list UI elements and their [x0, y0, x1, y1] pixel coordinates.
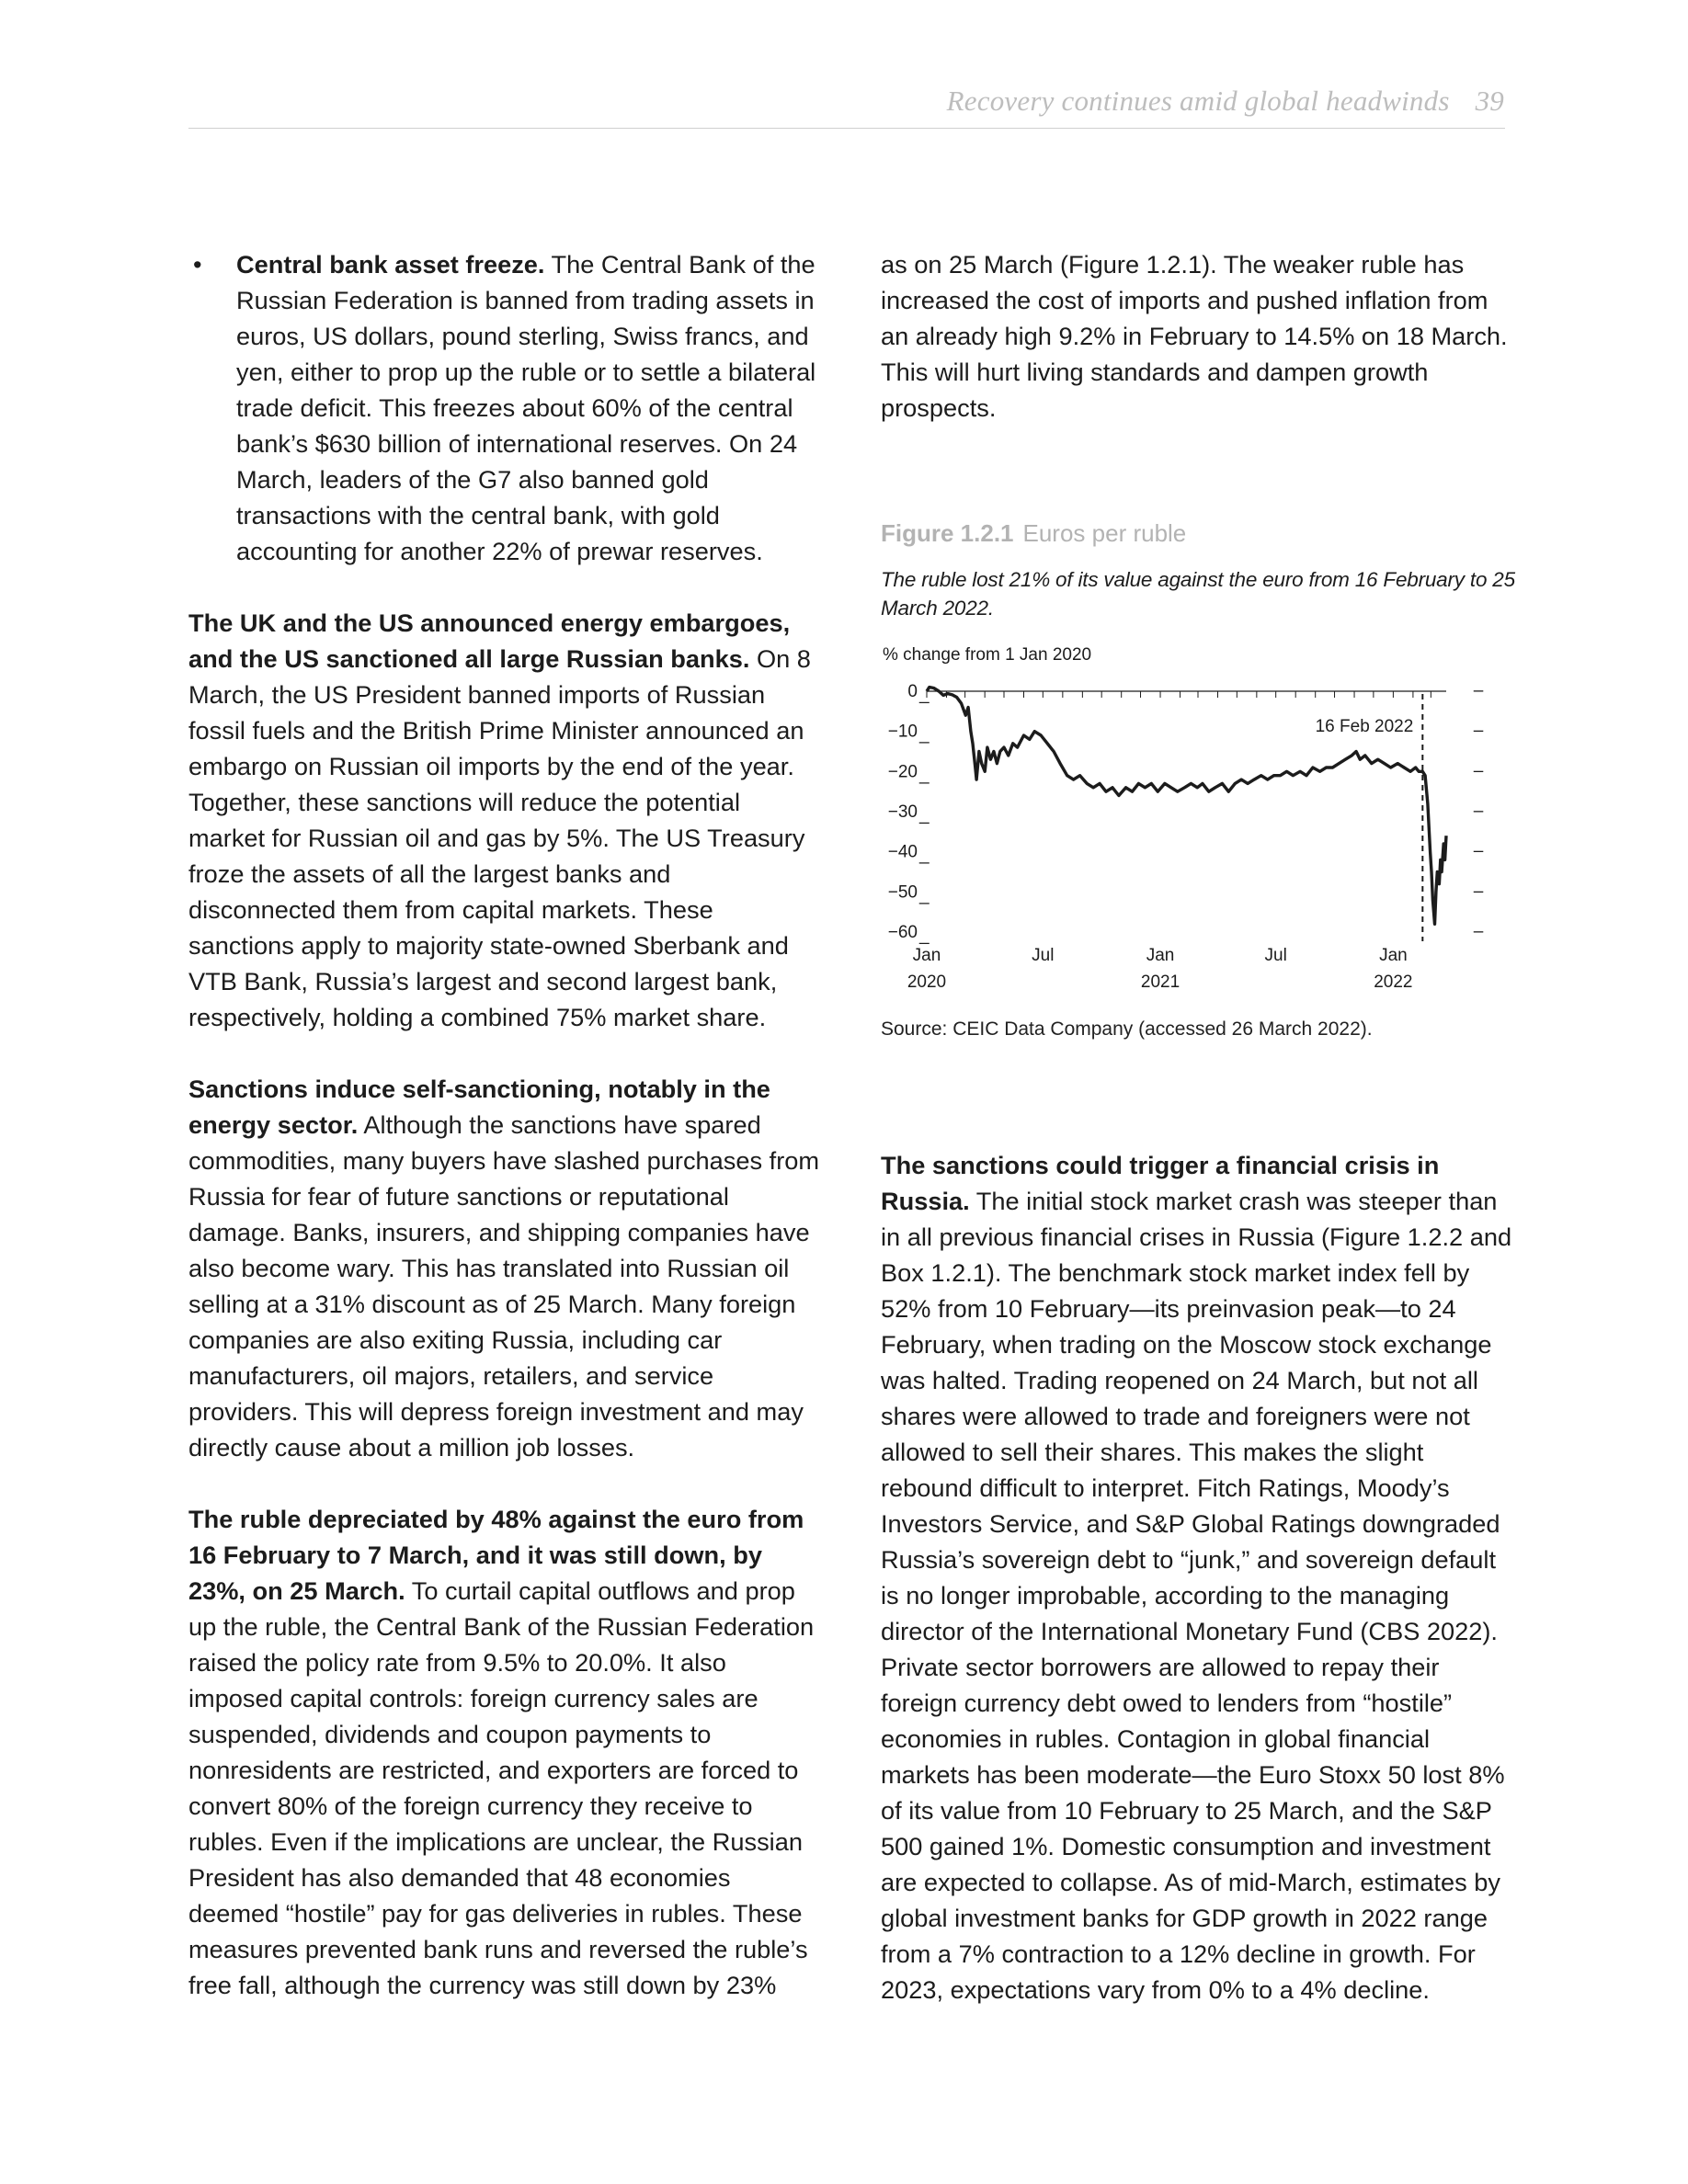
bullet-item — [188, 246, 823, 569]
paragraph-ruble — [188, 1501, 823, 2003]
right-tick-mark: – — [1473, 922, 1484, 941]
annotation-label: 16 Feb 2022 — [1315, 717, 1414, 736]
x-tick-year-label: 2020 — [907, 973, 947, 992]
figure-title-text: Euros per ruble — [1022, 519, 1187, 547]
paragraph-self-sanctioning — [188, 1071, 823, 1465]
right-tick-mark: – — [1473, 761, 1484, 781]
y-tick-mark: _ — [919, 885, 930, 905]
y-tick-label: −40 — [887, 842, 918, 862]
figure-number: Figure 1.2.1 — [881, 519, 1014, 547]
paragraph-text: Although the sanctions have spared commodities, many buyers have slashed purchases from Russia for fear of future sanctions or reputational damage. Banks, insurers, and shipping companies have also become wary. This has translated into Russian oil selling at a 31% discount as of 25 March. Many foreign companies are also exiting Russia, including car manufacturers, oil majors, retailers, and service providers. This will depress foreign investment and may directly cause about a million job losses. — [188, 1110, 820, 1462]
y-tick-mark: _ — [919, 926, 930, 945]
running-title: Recovery continues amid global headwinds — [946, 85, 1450, 117]
right-column-bottom — [881, 1147, 1515, 2008]
bullet-text: The Central Bank of the Russian Federation is banned from trading assets in euros, US dollars, pound sterling, Swiss francs, and yen, either to prop up the ruble or to settle a bilateral trade deficit. This freezes about 60% of the central bank’s $630 billion of international reserves. On 24 March, leaders of the G7 also banned gold transactions with the central bank, with gold accounting for another 22% of prewar reserves. — [236, 250, 816, 565]
right-tick-mark: – — [1473, 802, 1484, 821]
right-column-top — [881, 246, 1515, 426]
figure-subtitle: The ruble lost 21% of its value against the euro from 16 February to 25 March 2022. — [881, 568, 1515, 620]
figure-source: Source: CEIC Data Company (accessed 26 March 2022). — [881, 1018, 1373, 1040]
right-tick-mark: – — [1473, 721, 1484, 741]
paragraph-text: The initial stock market crash was steeper than in all previous financial crises in Russia (Figure 1.2.2 and Box 1.2.1). The benchmark stock market index fell by 52% from 10 February—its preinvasion peak—to 24 February, when trading on the Moscow stock exchange was halted. Trading reopened on 24 March, but not all shares were allowed to trade and foreigners were not allowed to sell their shares. This makes the slight rebound difficult to interpret. Fitch Ratings, Moody’s Investors Service, and S&P Global Ratings downgraded Russia’s sovereign debt to “junk,” and sovereign default is no longer improbable, according to the managing director of the International Monetary Fund (CBS 2022). Private sector borrowers are allowed to repay their foreign currency debt owed to lenders from “hostile” economies in rubles. Contagion in global financial markets has been moderate—the Euro Stoxx 50 lost 8% of its value from 10 February to 25 March, and the S&P 500 gained 1%. Domestic consumption and investment are expected to collapse. As of mid-March, estimates by global investment banks for GDP growth in 2022 range from a 7% contraction to a 12% decline in growth. For 2023, expectations vary from 0% to a 4% decline. — [881, 1187, 1512, 2004]
paragraph-lead: The UK and the US announced energy embargoes, and the US sanctioned all large Russian banks. — [188, 609, 791, 673]
bullet-dot: • — [193, 250, 202, 279]
right-tick-mark: – — [1473, 841, 1484, 861]
paragraph-embargoes — [188, 605, 823, 1035]
x-tick-label: Jan — [1146, 946, 1175, 965]
x-tick-label: Jul — [1032, 946, 1055, 965]
header-rule — [188, 128, 1505, 129]
x-tick-label: Jul — [1264, 946, 1287, 965]
figure-title — [881, 518, 1515, 549]
x-tick-year-label: 2022 — [1374, 973, 1413, 992]
y-tick-label: −30 — [887, 802, 918, 822]
line-chart — [881, 639, 1488, 1007]
y-tick-label: −50 — [887, 882, 918, 903]
y-tick-label: −60 — [887, 923, 918, 942]
y-axis-label: % change from 1 Jan 2020 — [883, 645, 1092, 665]
running-head — [947, 85, 1504, 118]
continuation-paragraph: as on 25 March (Figure 1.2.1). The weaker ruble has increased the cost of imports and pushed inflation from an already high 9.2% in February to 14.5% on 18 March. This will hurt living standards and dampen growth prospects. — [881, 250, 1508, 422]
paragraph-financial-crisis — [881, 1147, 1515, 2008]
bullet-lead: Central bank asset freeze. — [236, 250, 545, 279]
figure-block — [881, 518, 1515, 622]
x-tick-label: Jan — [1379, 946, 1408, 965]
paragraph-text: On 8 March, the US President banned imports of Russian fossil fuels and the British Prime Minister announced an embargo on Russian oil imports by the end of the year. Together, these sanctions will reduce the potential market for Russian oil and gas by 5%. The US Treasury froze the assets of all the largest banks and disconnected them from capital markets. These sanctions apply to majority state-owned Sberbank and VTB Bank, Russia’s largest and second largest bank, respectively, holding a combined 75% market share. — [188, 644, 811, 1031]
y-tick-mark: _ — [919, 845, 930, 865]
right-tick-mark: – — [1473, 681, 1484, 700]
paragraph-lead: Sanctions induce self-sanctioning, notably in the energy sector. — [188, 1075, 770, 1139]
paragraph-lead: The ruble depreciated by 48% against the euro from 16 February to 7 March, and it was still down, by 23%, on 25 March. — [188, 1505, 804, 1605]
right-tick-mark: – — [1473, 882, 1484, 902]
y-tick-mark: _ — [919, 765, 930, 785]
left-column — [188, 246, 823, 2039]
y-tick-label: 0 — [907, 682, 918, 701]
page-number: 39 — [1475, 85, 1504, 117]
x-tick-label: Jan — [912, 946, 941, 965]
y-tick-mark: _ — [919, 805, 930, 825]
y-tick-mark: _ — [919, 685, 930, 704]
y-tick-label: −10 — [887, 722, 918, 742]
y-tick-mark: _ — [919, 724, 930, 745]
paragraph-lead: The sanctions could trigger a financial crisis in Russia. — [881, 1151, 1440, 1215]
x-tick-year-label: 2021 — [1140, 973, 1180, 992]
y-tick-label: −20 — [887, 762, 918, 782]
paragraph-text: To curtail capital outflows and prop up the ruble, the Central Bank of the Russian Federation raised the policy rate from 9.5% to 20.0%. It also imposed capital controls: foreign currency sales are suspended, dividends and coupon payments to nonresidents are restricted, and exporters are forced to convert 80% of the foreign currency they receive to rubles. Even if the implications are unclear, the Russian President has also demanded that 48 economies deemed “hostile” pay for gas deliveries in rubles. These measures prevented bank runs and reversed the ruble’s free fall, although the currency was still down by 23% — [188, 1576, 815, 1999]
